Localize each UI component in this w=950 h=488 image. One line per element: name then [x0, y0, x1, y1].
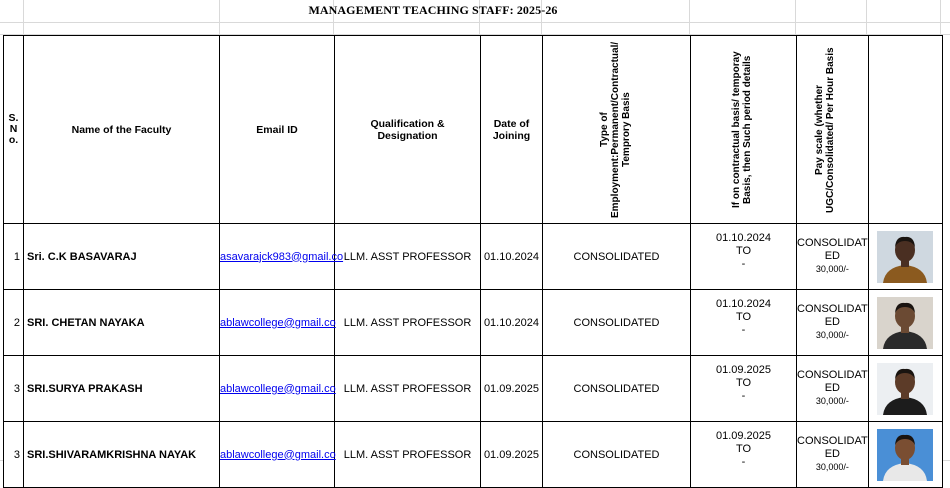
cell-email[interactable]	[220, 290, 335, 356]
pay-type-line2: ED	[824, 250, 840, 262]
contract-from: 01.10.2024	[715, 232, 772, 244]
header-photo[interactable]	[868, 36, 942, 224]
pay-type-line2: ED	[824, 316, 840, 328]
pay-type-line1: CONSOLIDAT	[797, 369, 868, 381]
header-pay[interactable]	[797, 36, 869, 224]
header-contract[interactable]	[691, 36, 797, 224]
header-employment[interactable]	[543, 36, 691, 224]
cell-faculty-name[interactable]: SRI. CHETAN NAYAKA	[24, 290, 220, 356]
pay-type-line1: CONSOLIDAT	[797, 237, 868, 249]
cell-faculty-name[interactable]: SRI.SURYA PRAKASH	[24, 356, 220, 422]
pay-type-line1: CONSOLIDAT	[797, 435, 868, 447]
cell-contract-period[interactable]	[691, 356, 797, 422]
pay-amount: 30,000/-	[815, 330, 849, 340]
cell-photo[interactable]	[868, 290, 942, 356]
contract-from: 01.09.2025	[715, 430, 772, 442]
header-qualification[interactable]	[335, 36, 481, 224]
header-qualification-text: Qualification & Designation	[370, 117, 445, 142]
cell-photo[interactable]	[868, 356, 942, 422]
contract-to: TO	[735, 443, 752, 455]
cell-pay-scale[interactable]	[797, 356, 869, 422]
cell-date-of-joining[interactable]: 01.09.2025	[481, 356, 543, 422]
pay-amount: 30,000/-	[815, 264, 849, 274]
header-doj[interactable]	[481, 36, 543, 224]
header-contract-text: If on contractual basis/ temporay Basis, then Such period details	[730, 51, 753, 208]
cell-photo[interactable]	[868, 224, 942, 290]
header-employment-text: Type of Employment:Permanent/Contractual/ Temprory Basis	[598, 41, 632, 218]
pay-amount: 30,000/-	[815, 396, 849, 406]
pay-type-line2: ED	[824, 382, 840, 394]
header-name[interactable]: Name of the Faculty	[24, 36, 220, 224]
email-link[interactable]: ablawcollege@gmail.co	[220, 316, 336, 329]
cell-pay-scale[interactable]	[797, 290, 869, 356]
cell-employment-type[interactable]: CONSOLIDATED	[543, 290, 691, 356]
sheet-title: MANAGEMENT TEACHING STAFF: 2025-26	[308, 3, 558, 17]
email-text-wrap	[220, 449, 334, 461]
cell-qualification[interactable]: LLM. ASST PROFESSOR	[335, 356, 481, 422]
pay-amount: 30,000/-	[815, 462, 849, 472]
pay-type-line2: ED	[824, 448, 840, 460]
table-row	[4, 290, 943, 356]
table-row	[4, 224, 943, 290]
contract-end: -	[741, 456, 746, 468]
email-link[interactable]: ablawcollege@gmail.co	[220, 448, 336, 461]
cell-faculty-name[interactable]: SRI.SHIVARAMKRISHNA NAYAK	[24, 422, 220, 488]
contract-end: -	[741, 324, 746, 336]
pay-type-line1: CONSOLIDAT	[797, 303, 868, 315]
email-text-wrap	[220, 250, 344, 263]
cell-contract-period[interactable]	[691, 290, 797, 356]
cell-qualification[interactable]: LLM. ASST PROFESSOR	[335, 224, 481, 290]
staff-table	[3, 35, 943, 488]
cell-contract-period[interactable]	[691, 224, 797, 290]
email-text-wrap	[220, 383, 334, 395]
cell-date-of-joining[interactable]: 01.10.2024	[481, 290, 543, 356]
cell-email[interactable]	[220, 224, 344, 290]
cell-faculty-name[interactable]: Sri. C.K BASAVARAJ	[24, 224, 220, 290]
contract-from: 01.10.2024	[715, 298, 772, 310]
header-email[interactable]: Email ID	[220, 36, 335, 224]
cell-employment-type[interactable]: CONSOLIDATED	[543, 224, 691, 290]
cell-sno[interactable]: 2	[4, 290, 24, 356]
contract-to: TO	[735, 311, 752, 323]
header-row	[4, 36, 943, 224]
header-pay-text: Pay scale (whether UGC/Consolidated/ Per Hour Basis	[814, 46, 837, 213]
contract-from: 01.09.2025	[715, 364, 772, 376]
cell-qualification[interactable]: LLM. ASST PROFESSOR	[335, 290, 481, 356]
cell-sno[interactable]: 1	[4, 224, 24, 290]
table-row	[4, 422, 943, 488]
cell-pay-scale[interactable]	[797, 224, 869, 290]
contract-to: TO	[735, 377, 752, 389]
faculty-photo[interactable]	[877, 231, 933, 283]
table-row	[4, 356, 943, 422]
header-sno-line: S.	[8, 112, 19, 124]
cell-qualification[interactable]: LLM. ASST PROFESSOR	[335, 422, 481, 488]
email-text-wrap	[220, 317, 334, 329]
cell-employment-type[interactable]: CONSOLIDATED	[543, 422, 691, 488]
cell-sno[interactable]: 3	[4, 356, 24, 422]
cell-date-of-joining[interactable]: 01.10.2024	[481, 224, 543, 290]
faculty-photo[interactable]	[877, 363, 933, 415]
cell-employment-type[interactable]: CONSOLIDATED	[543, 356, 691, 422]
cell-email[interactable]	[220, 356, 335, 422]
faculty-photo[interactable]	[877, 429, 933, 481]
email-link[interactable]: asavarajck983@gmail.co	[220, 250, 344, 263]
faculty-photo[interactable]	[877, 297, 933, 349]
cell-email[interactable]	[220, 422, 335, 488]
header-sno-line: o.	[8, 134, 19, 146]
email-link[interactable]: ablawcollege@gmail.co	[220, 382, 336, 395]
cell-sno[interactable]: 3	[4, 422, 24, 488]
cell-pay-scale[interactable]	[797, 422, 869, 488]
contract-end: -	[741, 390, 746, 402]
contract-to: TO	[735, 245, 752, 257]
contract-end: -	[741, 258, 746, 270]
cell-photo[interactable]	[868, 422, 942, 488]
cell-contract-period[interactable]	[691, 422, 797, 488]
header-sno[interactable]	[4, 36, 24, 224]
header-doj-text: Date of Joining	[492, 117, 531, 142]
cell-date-of-joining[interactable]: 01.09.2025	[481, 422, 543, 488]
header-sno-line: N	[9, 123, 18, 135]
